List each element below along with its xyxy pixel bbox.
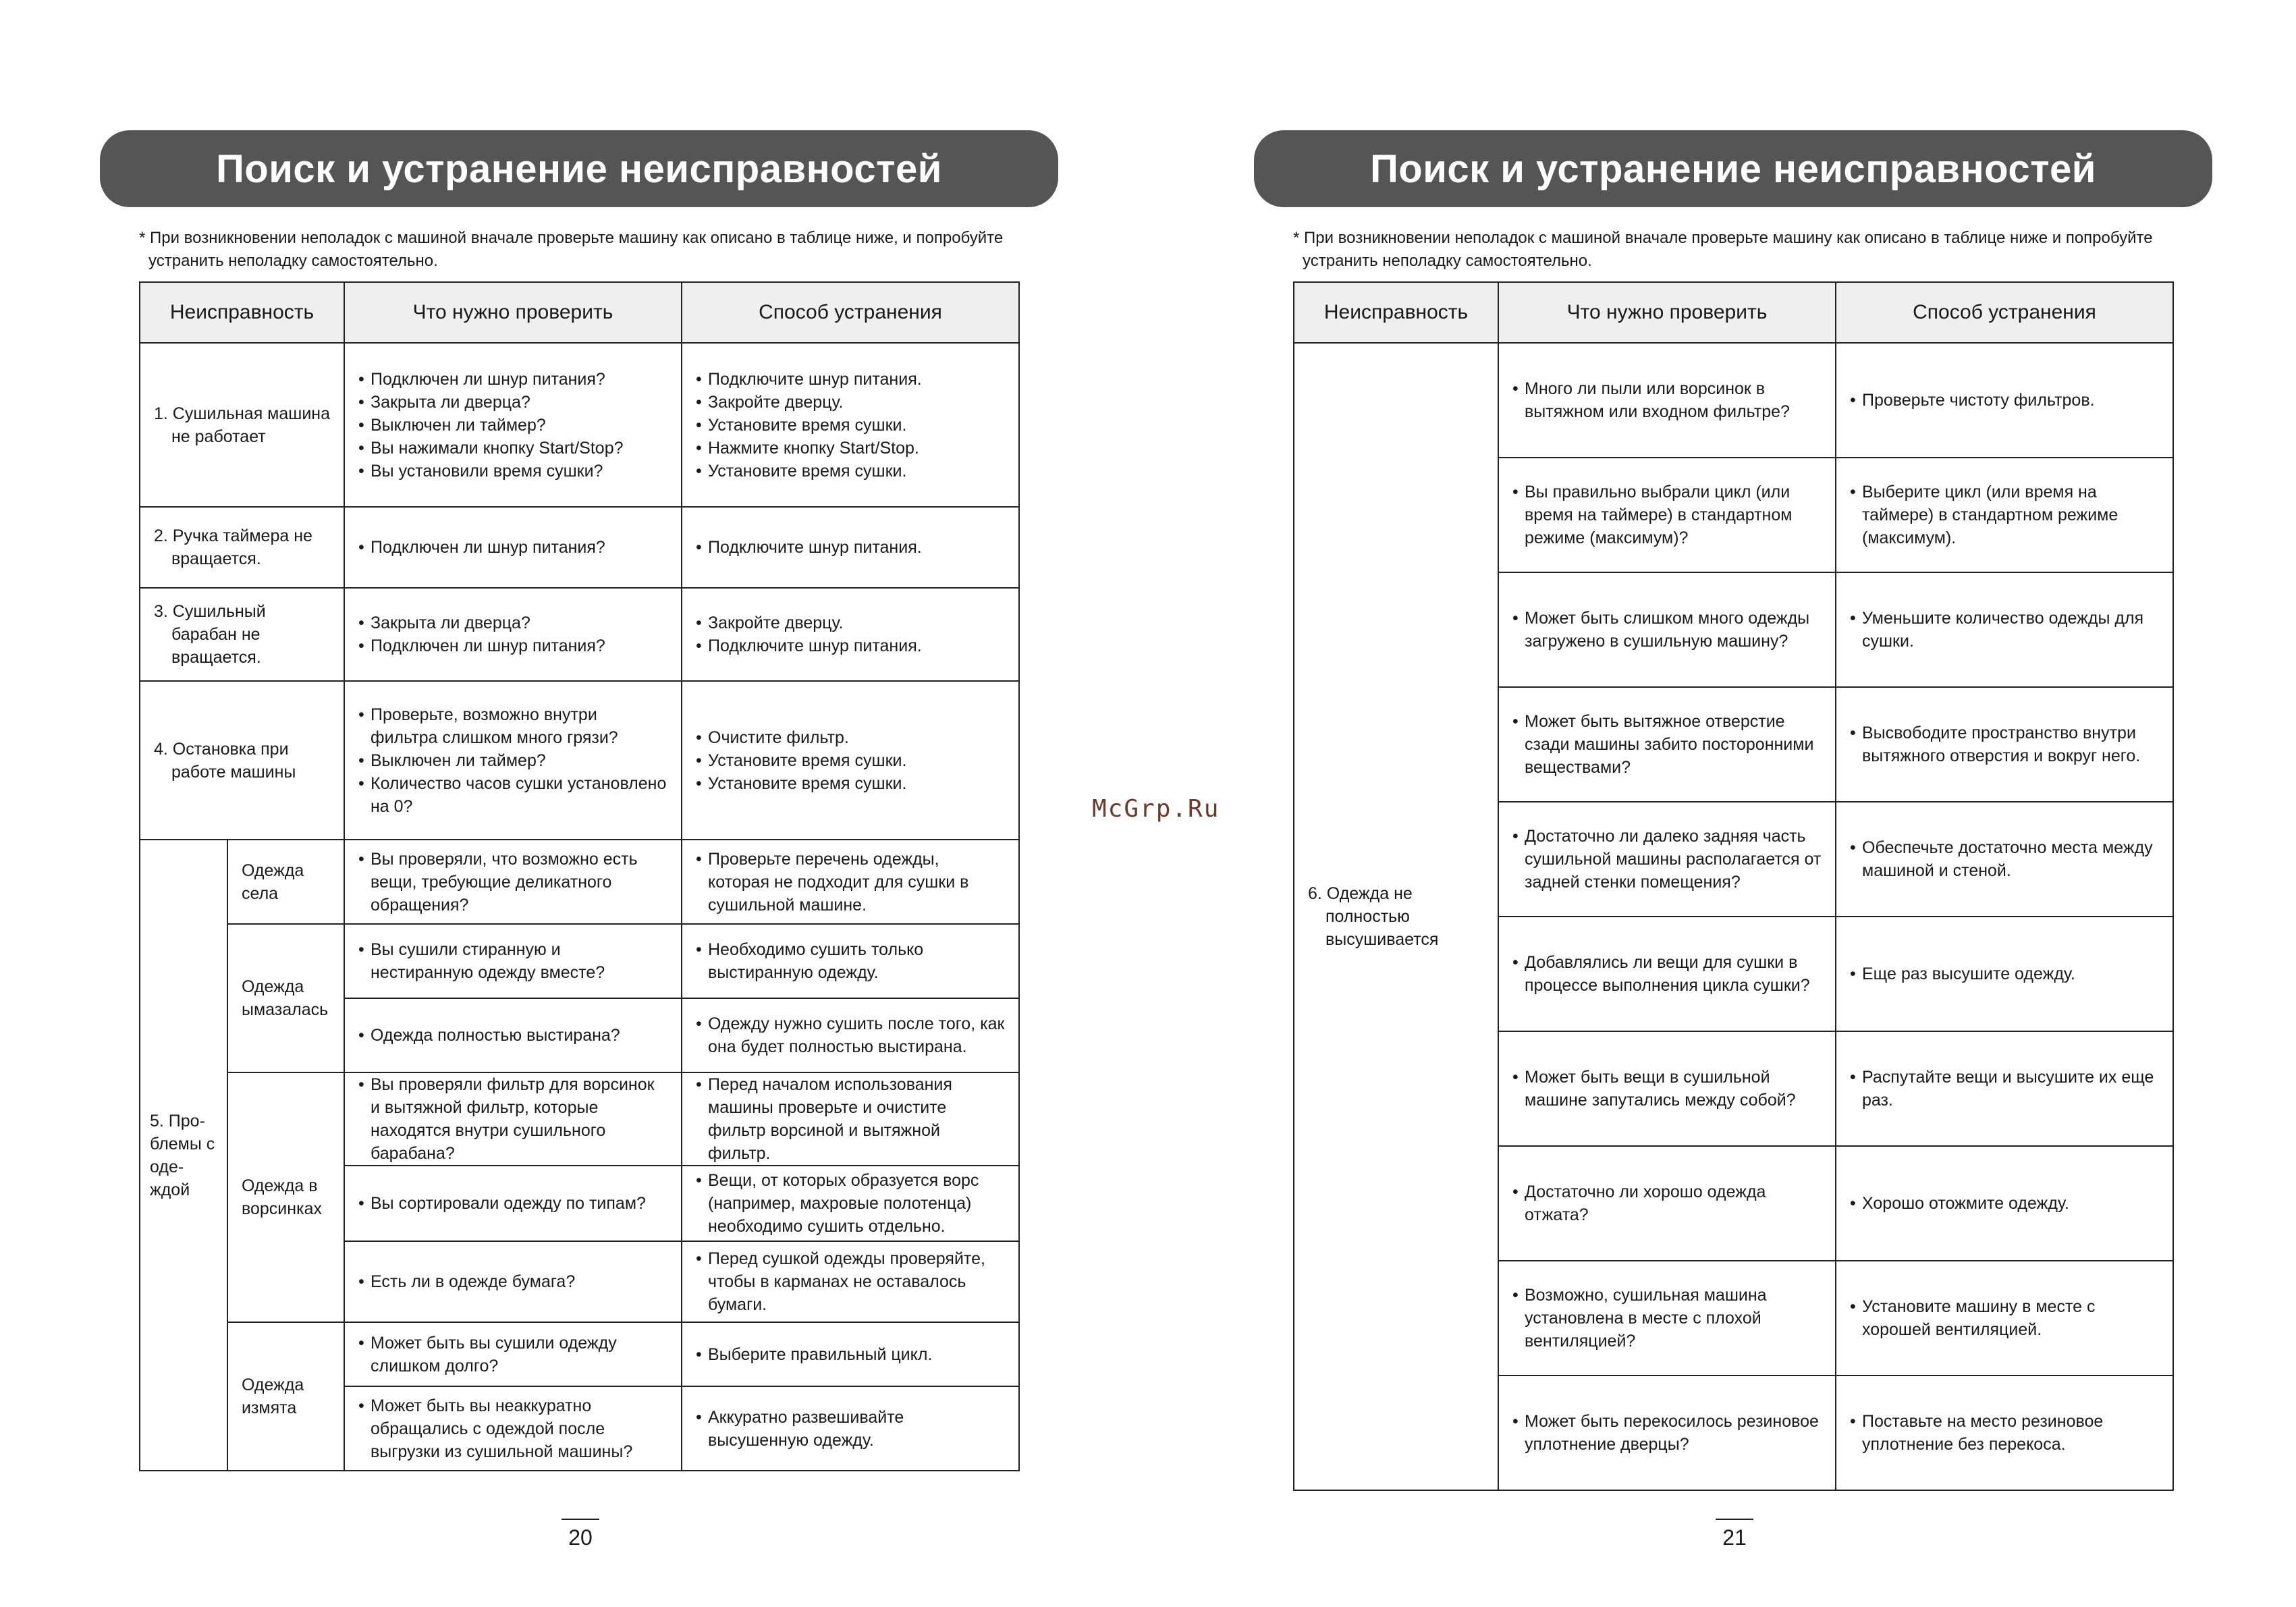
fix-item: • Подключите шнур питания. [696,368,1005,391]
fix-item: • Установите время сушки. [696,460,1005,483]
bullet-icon: • [696,940,702,959]
right-intro-note: * При возникновении неполадок с машиной вначале проверьте машину как описано в таблице ниже и попробуйте устранить неполадку самостоятельно. [1293,229,2153,270]
check-item: • Вы нажимали кнопку Start/Stop? [358,437,667,460]
fix-item: • Хорошо отожмите одежду. [1850,1192,2159,1215]
fix-item: • Выберите цикл (или время на таймере) в стандартном режиме (максимум). [1850,481,2159,549]
bullet-icon: • [358,438,364,458]
check-cell [344,924,682,998]
fix-item: • Поставьте на место резиновое уплотнение без перекоса. [1850,1410,2159,1456]
bullet-icon: • [358,1396,364,1415]
page-number-right: 21 [1707,1525,1761,1550]
bullet-icon: • [696,614,702,632]
bullet-icon: • [696,636,702,655]
table-row [140,588,1019,681]
bullet-icon: • [696,1075,702,1094]
check-item: • Может быть вещи в сушильной машине запутались между собой? [1512,1066,1822,1112]
bullet-icon: • [696,415,702,435]
fix-cell [1836,572,2173,687]
fix-item: • Очистите фильтр. [696,726,1005,749]
fix-item: • Закройте дверцу. [696,611,1005,634]
check-item: • Закрыта ли дверца? [358,611,667,634]
check-item: • Может быть вы неаккуратно обращались с одеждой после выгрузки из сушильной машины? [358,1394,667,1463]
check-item: • Добавлялись ли вещи для сушки в процессе выполнения цикла сушки? [1512,951,1822,997]
subproblem-cell: Одежда в ворсинках [227,1072,344,1322]
check-cell [1498,1031,1836,1146]
right-troubleshooting-table [1293,281,2174,1491]
fix-item: • Одежду нужно сушить после того, как она будет полностью выстирана. [696,1012,1005,1058]
fix-cell [1836,343,2173,458]
left-title-banner [100,130,1058,207]
fix-item: • Распутайте вещи и высушите их еще раз. [1850,1066,2159,1112]
bullet-icon: • [1512,1068,1519,1087]
check-cell [344,681,682,840]
fix-item: • Установите время сушки. [696,749,1005,772]
table-header-row [1294,282,2173,343]
table-row [140,840,1019,924]
bullet-icon: • [1512,827,1519,846]
check-item: • Подключен ли шнур питания? [358,634,667,657]
bullet-icon: • [1512,1182,1519,1201]
fix-item: • Проверьте перечень одежды, которая не подходит для сушки в сушильной машине. [696,848,1005,917]
bullet-icon: • [358,1272,364,1291]
bullet-icon: • [358,461,364,481]
bullet-icon: • [358,773,364,793]
fix-cell [682,1166,1019,1241]
bullet-icon: • [1512,712,1519,731]
fix-item: • Нажмите кнопку Start/Stop. [696,437,1005,460]
check-item: • Достаточно ли хорошо одежда отжата? [1512,1180,1822,1226]
left-troubleshooting-table [139,281,1020,1471]
check-cell [1498,1261,1836,1376]
check-item: • Вы установили время сушки? [358,460,667,483]
subproblem-cell: Одежда села [227,840,344,924]
check-item: • Вы правильно выбрали цикл (или время на таймере) в стандартном режиме (максимум)? [1512,481,1822,549]
check-item: • Может быть вы сушили одежду слишком долго? [358,1332,667,1378]
left-intro-note: * При возникновении неполадок с машиной вначале проверьте машину как описано в таблице ниже, и попробуйте устранить неполадку самостоятельно. [139,229,1004,270]
bullet-icon: • [696,538,702,557]
fix-item: • Установите время сушки. [696,414,1005,437]
fix-cell [682,681,1019,840]
bullet-icon: • [358,415,364,435]
fix-cell [1836,1146,2173,1261]
bullet-icon: • [358,751,364,770]
check-item: • Подключен ли шнур питания? [358,536,667,559]
check-item: • Одежда полностью выстирана? [358,1024,667,1047]
bullet-icon: • [1850,724,1856,742]
problem-cell: 4. Остановка при работе машины [140,681,344,840]
check-cell [1498,458,1836,572]
check-item: • Вы сушили стиранную и нестиранную одежду вместе? [358,938,667,984]
check-cell [344,343,682,507]
left-page [100,0,1058,1607]
bullet-icon: • [1850,609,1856,628]
page-number-left: 20 [553,1525,607,1550]
fix-cell [682,507,1019,588]
fix-cell [1836,1261,2173,1376]
header-fix: Способ устранения [682,282,1019,343]
bullet-icon: • [1850,483,1856,501]
bullet-icon: • [358,940,364,959]
fix-cell [1836,458,2173,572]
check-cell [1498,343,1836,458]
fix-item: • Закройте дверцу. [696,391,1005,414]
bullet-icon: • [358,1026,364,1045]
fix-item: • Необходимо сушить только выстиранную одежду. [696,938,1005,984]
bullet-icon: • [696,461,702,481]
bullet-icon: • [1512,609,1519,628]
left-page-title: Поиск и устранение неисправностей [216,146,942,191]
bullet-icon: • [1512,483,1519,501]
check-cell [344,1166,682,1241]
fix-item: • Подключите шнур питания. [696,536,1005,559]
watermark-text: McGrp.Ru [1092,795,1220,823]
bullet-icon: • [1850,1194,1856,1213]
bullet-icon: • [1850,838,1856,857]
fix-cell [682,343,1019,507]
bullet-icon: • [358,1194,364,1213]
check-cell [344,1241,682,1322]
fix-cell [1836,802,2173,917]
check-item: • Достаточно ли далеко задняя часть сушильной машины располагается от задней стенки помещения? [1512,825,1822,894]
bullet-icon: • [696,438,702,458]
bullet-icon: • [1850,1297,1856,1316]
bullet-icon: • [1512,379,1519,398]
bullet-icon: • [1850,391,1856,410]
table-header-row [140,282,1019,343]
check-cell [344,1322,682,1386]
bullet-icon: • [358,392,364,412]
table-row [1294,343,2173,458]
check-item: • Проверьте, возможно внутри фильтра слишком много грязи? [358,703,667,749]
right-page-title: Поиск и устранение неисправностей [1370,146,2096,191]
right-title-banner [1254,130,2212,207]
check-cell [344,998,682,1072]
check-item: • Выключен ли таймер? [358,414,667,437]
fix-cell [682,840,1019,924]
fix-item: • Перед сушкой одежды проверяйте, чтобы в карманах не оставалось бумаги. [696,1247,1005,1316]
check-item: • Вы проверяли, что возможно есть вещи, требующие деликатного обращения? [358,848,667,917]
right-page [1254,0,2212,1607]
bullet-icon: • [1850,1068,1856,1087]
check-cell [344,840,682,924]
bullet-icon: • [696,1249,702,1268]
check-cell [1498,687,1836,802]
check-cell [344,507,682,588]
problem-cell: 3. Сушильный барабан не вращается. [140,588,344,681]
check-item: • Много ли пыли или ворсинок в вытяжном или входном фильтре? [1512,377,1822,423]
bullet-icon: • [358,369,364,389]
check-cell [1498,572,1836,687]
fix-cell [1836,687,2173,802]
fix-item: • Проверьте чистоту фильтров. [1850,389,2159,412]
fix-item: • Обеспечьте достаточно места между машиной и стеной. [1850,836,2159,882]
fix-cell [682,998,1019,1072]
bullet-icon: • [1512,1286,1519,1305]
bullet-icon: • [696,1407,702,1427]
bullet-icon: • [696,369,702,389]
bullet-icon: • [1850,1412,1856,1431]
fix-item: • Аккуратно развешивайте высушенную одежду. [696,1406,1005,1452]
bullet-icon: • [1512,1412,1519,1431]
fix-item: • Установите время сушки. [696,772,1005,795]
check-item: • Подключен ли шнур питания? [358,368,667,391]
bullet-icon: • [358,1075,364,1094]
fix-cell [682,1241,1019,1322]
bullet-icon: • [696,1344,702,1364]
table-row [140,924,1019,998]
fix-item: • Уменьшите количество одежды для сушки. [1850,607,2159,653]
check-item: • Возможно, сушильная машина установлена в месте с плохой вентиляцией? [1512,1284,1822,1353]
bullet-icon: • [696,773,702,793]
header-problem: Неисправность [140,282,344,343]
check-item: • Есть ли в одежде бумага? [358,1270,667,1293]
header-check: Что нужно проверить [344,282,682,343]
bullet-icon: • [696,849,702,869]
check-item: • Может быть перекосилось резиновое уплотнение дверцы? [1512,1410,1822,1456]
check-cell [1498,802,1836,917]
table-row [140,1322,1019,1386]
fix-cell [1836,1031,2173,1146]
fix-cell [682,588,1019,681]
bullet-icon: • [358,849,364,869]
bullet-icon: • [696,751,702,770]
problem-cell: 6. Одежда не полностью высушивается [1294,343,1498,1490]
bullet-icon: • [1512,953,1519,972]
table-row [140,1072,1019,1166]
fix-item: • Вещи, от которых образуется ворс (например, махровые полотенца) необходимо сушить отдельно. [696,1169,1005,1238]
check-cell [1498,917,1836,1031]
problem-cell: 2. Ручка таймера не вращается. [140,507,344,588]
bullet-icon: • [358,538,364,557]
check-cell [344,1386,682,1471]
table-row [140,507,1019,588]
fix-cell [1836,1376,2173,1490]
check-item: • Выключен ли таймер? [358,749,667,772]
bullet-icon: • [696,1014,702,1033]
fix-item: • Перед началом использования машины проверьте и очистите фильтр ворсиной и вытяжной фильтр. [696,1073,1005,1165]
fix-item: • Подключите шнур питания. [696,634,1005,657]
fix-cell [682,924,1019,998]
fix-item: • Высвободите пространство внутри вытяжного отверстия и вокруг него. [1850,721,2159,767]
check-cell [344,588,682,681]
check-item: • Может быть вытяжное отверстие сзади машины забито посторонними веществами? [1512,710,1822,779]
fix-item: • Установите машину в месте с хорошей вентиляцией. [1850,1295,2159,1341]
check-item: • Вы проверяли фильтр для ворсинок и вытяжной фильтр, которые находятся внутри сушильного барабана? [358,1073,667,1165]
fix-item: • Выберите правильный цикл. [696,1343,1005,1366]
bullet-icon: • [358,614,364,632]
fix-cell [682,1322,1019,1386]
table-row [140,681,1019,840]
bullet-icon: • [696,392,702,412]
subproblem-cell: Одежда ымазалась [227,924,344,1072]
bullet-icon: • [358,1333,364,1353]
check-cell [344,1072,682,1166]
check-item: • Закрыта ли дверца? [358,391,667,414]
bullet-icon: • [1850,964,1856,983]
table-row [140,343,1019,507]
subproblem-cell: Одежда измята [227,1322,344,1471]
check-cell [1498,1146,1836,1261]
bullet-icon: • [358,636,364,655]
bullet-icon: • [696,1171,702,1190]
header-problem: Неисправность [1294,282,1498,343]
bullet-icon: • [358,705,364,724]
check-cell [1498,1376,1836,1490]
check-item: • Количество часов сушки установлено на 0? [358,772,667,818]
group-problem-cell: 5. Про- блемы с оде- ждой [140,840,227,1471]
problem-cell: 1. Сушильная машина не работает [140,343,344,507]
check-item: • Вы сортировали одежду по типам? [358,1192,667,1215]
fix-item: • Еще раз высушите одежду. [1850,962,2159,985]
fix-cell [682,1072,1019,1166]
header-fix: Способ устранения [1836,282,2173,343]
header-check: Что нужно проверить [1498,282,1836,343]
check-item: • Может быть слишком много одежды загружено в сушильную машину? [1512,607,1822,653]
bullet-icon: • [696,728,702,747]
fix-cell [682,1386,1019,1471]
fix-cell [1836,917,2173,1031]
